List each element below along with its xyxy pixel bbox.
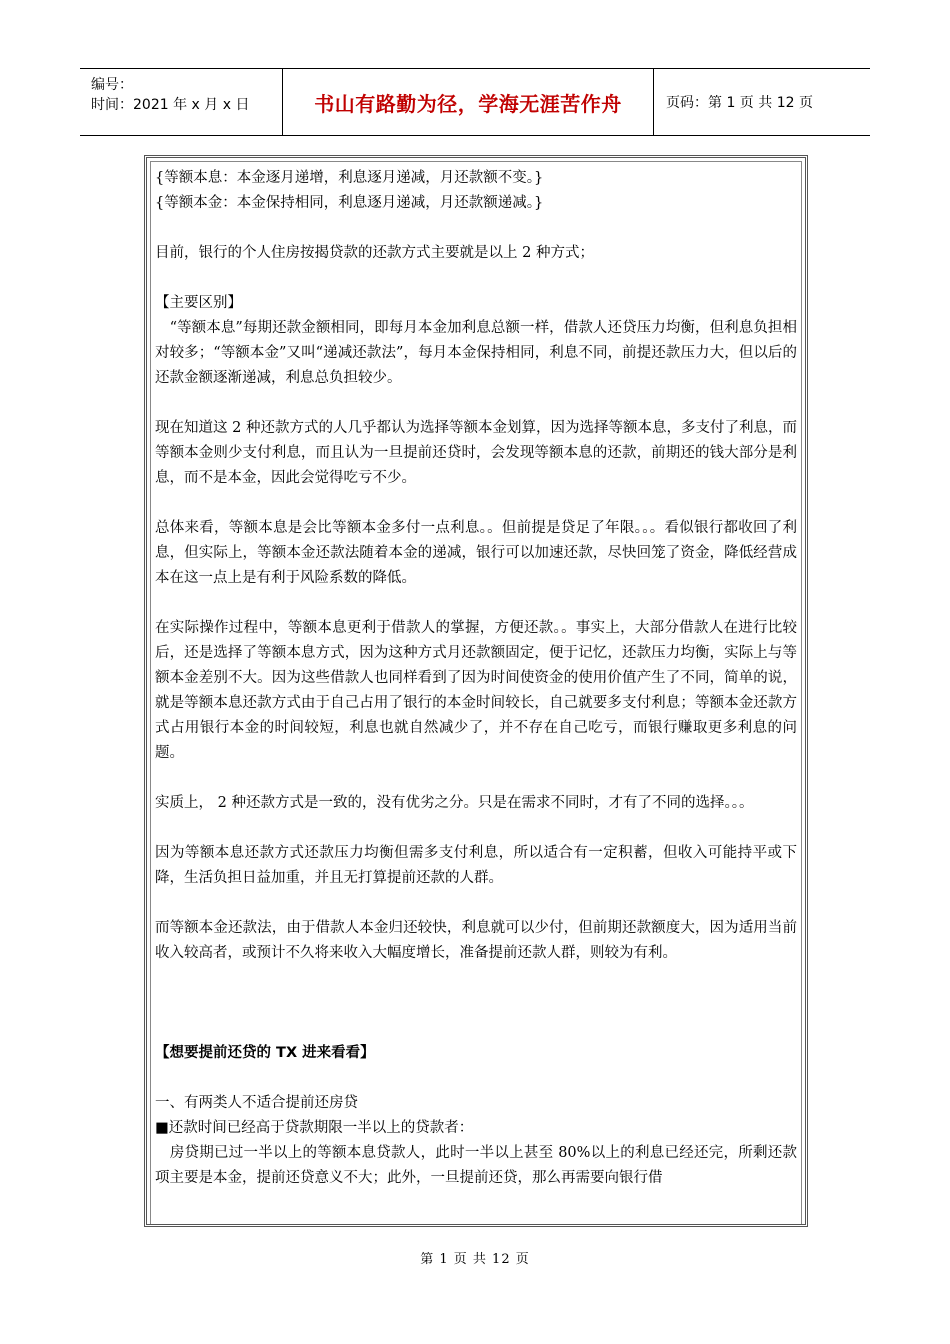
paragraph: 实质上， 2 种还款方式是一致的，没有优劣之分。只是在需求不同时，才有了不同的选择。。。 xyxy=(155,795,754,811)
paragraph: 总体来看，等额本息是会比等额本金多付一点利息。。但前提是贷足了年限。。。看似银行都收回了利息，但实际上，等额本金还款法随着本金的递减，银行可以加速还款，尽快回笼了资金，降低经营成本在这一点上是有利于风险系数的降低。 xyxy=(155,520,797,586)
paragraph: “等额本息”每期还款金额相同，即每月本金加利息总额一样，借款人还贷压力均衡，但利息负担相对较多；“等额本金”又叫“递减还款法”，每月本金保持相同，利息不同，前提还款压力大，但以后的还款金额逐渐递减，利息总负担较少。 xyxy=(155,320,797,386)
paragraph: 在实际操作过程中，等额本息更利于借款人的掌握，方便还款。。事实上，大部分借款人在进行比较后，还是选择了等额本息方式，因为这种方式月还款额固定，便于记忆，还款压力均衡，实际上与等额本金差别不大。因为这些借款人也同样看到了因为时间使资金的使用价值产生了不同，简单的说，就是等额本息还款方式由于自己占用了银行的本金时间较长，自己就要多支付利息；等额本金还款方式占用银行本金的时间较短，利息也就自然减少了，并不存在自己吃亏，而银行赚取更多利息的问题。 xyxy=(155,620,797,761)
subheading: 一、有两类人不适合提前还房贷 xyxy=(155,1095,358,1111)
bullet-item: ■还款时间已经高于贷款期限一半以上的贷款者： xyxy=(155,1120,474,1136)
header-meta xyxy=(80,69,283,135)
paragraph: 现在知道这 2 种还款方式的人几乎都认为选择等额本金划算，因为选择等额本息，多支付了利息，而等额本金则少支付利息，而且认为一旦提前还贷时，会发现等额本息的还款，前期还的钱大部分是利息，而不是本金，因此会觉得吃亏不少。 xyxy=(155,420,797,486)
paragraph: {等额本金：本金保持相同，利息逐月递减，月还款额递减。} xyxy=(155,195,544,211)
paragraph: 而等额本金还款法，由于借款人本金归还较快，利息就可以少付，但前期还款额度大，因为适用当前收入较高者，或预计不久将来收入大幅度增长，准备提前还款人群，则较为有利。 xyxy=(155,920,797,961)
section-heading-bold: 【想要提前还贷的 TX 进来看看】 xyxy=(155,1045,375,1061)
content-body xyxy=(150,161,802,1224)
header-page-info: 页码：第 1 页 共 12 页 xyxy=(666,95,813,111)
page-footer: 第 1 页 共 12 页 xyxy=(420,1252,530,1267)
section-heading: 【主要区别】 xyxy=(155,295,242,311)
paragraph: {等额本息：本金逐月递增，利息逐月递减，月还款额不变。} xyxy=(155,170,544,186)
header-motto: 书山有路勤为径，学海无涯苦作舟 xyxy=(283,69,654,135)
page-header xyxy=(80,68,870,136)
serial-label: 编号： xyxy=(91,77,133,93)
content-frame xyxy=(144,155,808,1227)
paragraph: 因为等额本息还款方式还款压力均衡但需多支付利息，所以适合有一定积蓄，但收入可能持平或下降，生活负担日益加重，并且无打算提前还款的人群。 xyxy=(155,845,797,886)
paragraph: 房贷期已过一半以上的等额本息贷款人，此时一半以上甚至 80%以上的利息已经还完，所剩还款项主要是本金，提前还贷意义不大；此外，一旦提前还贷，那么再需要向银行借 xyxy=(155,1145,797,1186)
paragraph: 目前，银行的个人住房按揭贷款的还款方式主要就是以上 2 种方式； xyxy=(155,245,594,261)
date-line: 时间：2021 年 x 月 x 日 xyxy=(91,97,250,113)
